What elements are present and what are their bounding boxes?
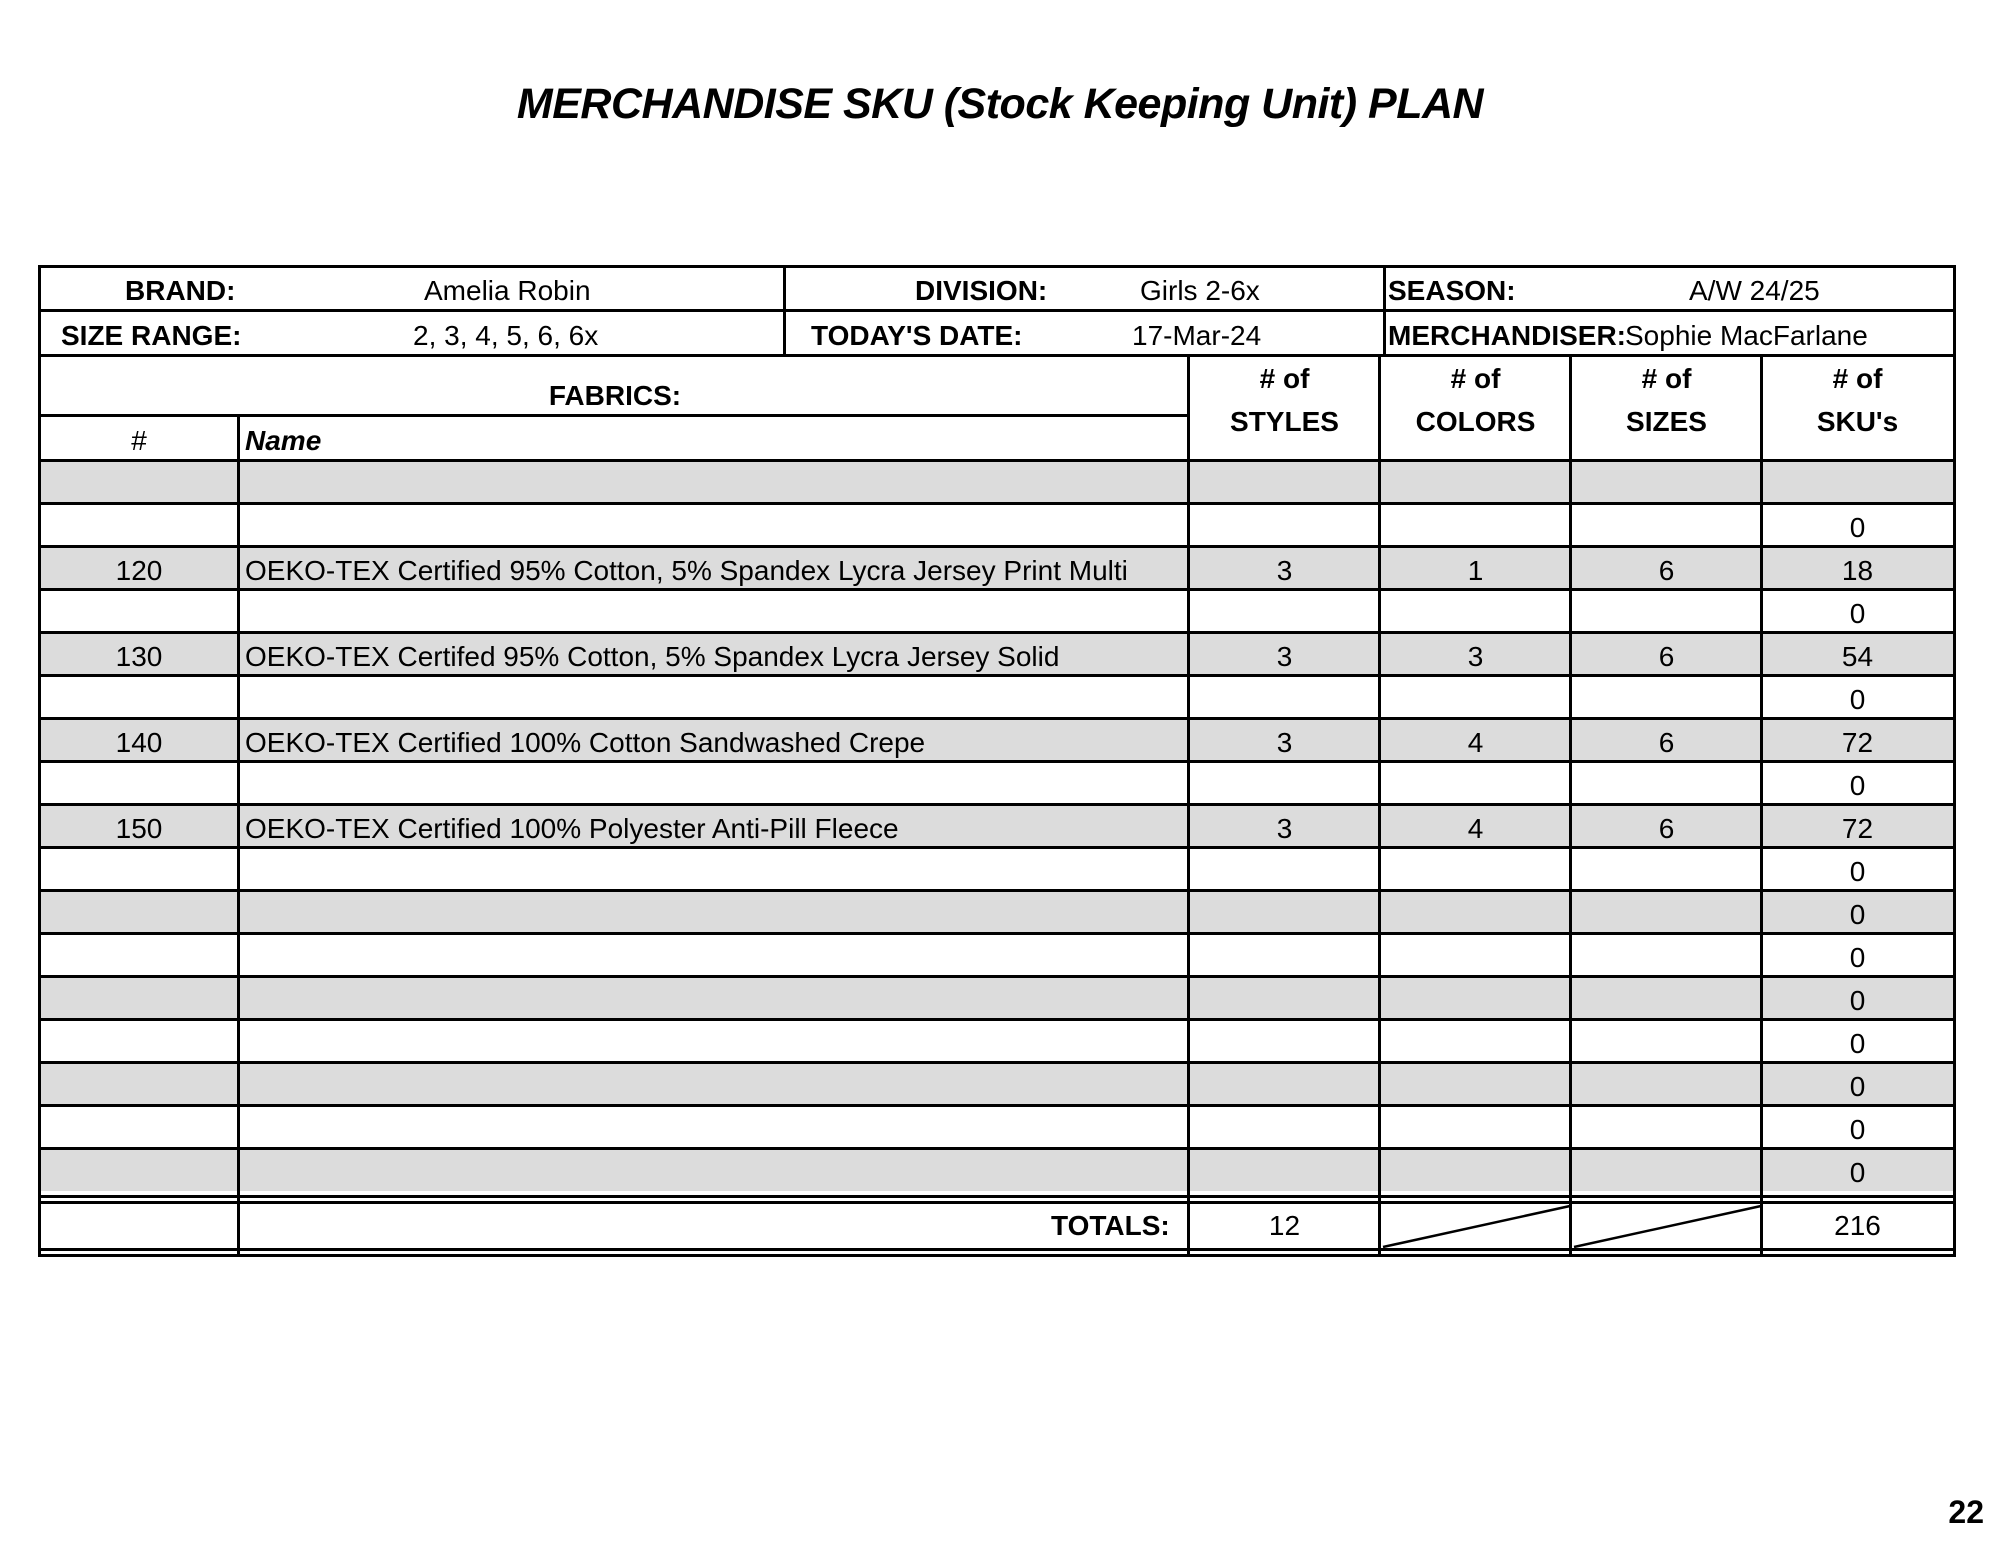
table-cell-sizes: 6 — [1658, 813, 1675, 844]
table-cell-skus: 0 — [1849, 1028, 1866, 1059]
page-number: 22 — [1948, 1494, 1984, 1530]
table-cell-colors: 4 — [1467, 813, 1484, 844]
table-cell-skus: 72 — [1841, 727, 1874, 758]
row-shading — [41, 1064, 1953, 1105]
merchandiser-value: Sophie MacFarlane — [1625, 320, 1868, 351]
colors-header-bottom: COLORS — [1415, 406, 1536, 437]
table-cell-name: OEKO-TEX Certified 95% Cotton, 5% Spandex Lycra Jersey Print Multi — [245, 555, 1128, 586]
sizes-total-slash — [1574, 1206, 1761, 1247]
table-cell-skus: 0 — [1849, 899, 1866, 930]
table-cell-colors: 3 — [1467, 641, 1484, 672]
table-cell-skus: 0 — [1849, 985, 1866, 1016]
table-cell-num: 130 — [115, 641, 163, 672]
column-divider-name — [1187, 356, 1190, 1254]
row-divider — [41, 1147, 1953, 1150]
row-divider — [41, 760, 1953, 763]
table-cell-skus: 0 — [1849, 942, 1866, 973]
name-column-header: Name — [245, 425, 322, 456]
todays-date-label: TODAY'S DATE: — [811, 320, 1023, 351]
size-range-label: SIZE RANGE: — [61, 320, 242, 351]
table-cell-skus: 72 — [1841, 813, 1874, 844]
brand-value: Amelia Robin — [424, 275, 591, 306]
styles-header-top: # of — [1259, 363, 1310, 394]
row-shading — [41, 462, 1953, 503]
row-divider — [41, 631, 1953, 634]
size-range-value: 2, 3, 4, 5, 6, 6x — [413, 320, 599, 351]
row-divider — [41, 803, 1953, 806]
row-divider — [41, 545, 1953, 548]
skus-header-top: # of — [1832, 363, 1883, 394]
table-cell-colors: 4 — [1467, 727, 1484, 758]
table-cell-colors: 1 — [1467, 555, 1484, 586]
table-cell-name: OEKO-TEX Certified 100% Cotton Sandwashed Crepe — [245, 727, 926, 758]
sizes-header-top: # of — [1641, 363, 1692, 394]
table-cell-skus: 18 — [1841, 555, 1874, 586]
fabrics-subheader-divider — [41, 414, 1189, 417]
styles-header-bottom: STYLES — [1230, 406, 1339, 437]
table-cell-styles: 3 — [1276, 727, 1293, 758]
table-cell-sizes: 6 — [1658, 727, 1675, 758]
row-shading — [41, 978, 1953, 1019]
document-title: MERCHANDISE SKU (Stock Keeping Unit) PLAN — [516, 80, 1484, 128]
colors-header-top: # of — [1450, 363, 1501, 394]
division-value: Girls 2-6x — [1140, 275, 1260, 306]
row-divider — [41, 846, 1953, 849]
table-cell-skus: 0 — [1849, 684, 1866, 715]
table-cell-name: OEKO-TEX Certified 100% Polyester Anti-Pill Fleece — [245, 813, 899, 844]
row-divider — [41, 889, 1953, 892]
table-cell-num: 150 — [115, 813, 163, 844]
sizes-header-bottom: SIZES — [1626, 406, 1707, 437]
row-divider — [41, 1018, 1953, 1021]
row-divider — [41, 588, 1953, 591]
column-divider-colors — [1569, 356, 1572, 1254]
row-divider — [41, 674, 1953, 677]
totals-label: TOTALS: — [1051, 1210, 1170, 1241]
header-divider-2 — [1383, 268, 1386, 356]
row-divider — [41, 932, 1953, 935]
table-cell-skus: 0 — [1849, 856, 1866, 887]
table-cell-name: OEKO-TEX Certifed 95% Cotton, 5% Spandex Lycra Jersey Solid — [245, 641, 1060, 672]
totals-skus: 216 — [1834, 1210, 1881, 1241]
header-row-divider — [41, 309, 1953, 312]
totals-top-border-1 — [41, 1195, 1953, 1198]
table-cell-styles: 3 — [1276, 555, 1293, 586]
column-divider-number — [237, 414, 240, 1254]
table-cell-sizes: 6 — [1658, 641, 1675, 672]
row-divider — [41, 1104, 1953, 1107]
sku-plan-table — [38, 265, 1956, 1257]
row-divider — [41, 717, 1953, 720]
todays-date-value: 17-Mar-24 — [1132, 320, 1262, 351]
number-column-header: # — [131, 425, 147, 456]
merchandiser-label: MERCHANDISER: — [1388, 320, 1626, 351]
column-divider-styles — [1378, 356, 1381, 1254]
header-divider-1 — [783, 268, 786, 356]
row-divider — [41, 502, 1953, 505]
table-cell-sizes: 6 — [1658, 555, 1675, 586]
colors-total-slash — [1383, 1206, 1570, 1247]
totals-bottom-border — [41, 1248, 1953, 1251]
table-cell-styles: 3 — [1276, 813, 1293, 844]
table-cell-skus: 0 — [1849, 512, 1866, 543]
table-cell-skus: 0 — [1849, 1114, 1866, 1145]
skus-header-bottom: SKU's — [1816, 406, 1899, 437]
row-shading — [41, 892, 1953, 933]
column-divider-sizes — [1760, 356, 1763, 1254]
table-cell-skus: 54 — [1841, 641, 1874, 672]
row-divider — [41, 975, 1953, 978]
header-bottom-border — [41, 354, 1953, 357]
totals-styles: 12 — [1268, 1210, 1301, 1241]
season-value: A/W 24/25 — [1689, 275, 1820, 306]
row-shading — [41, 1150, 1953, 1191]
brand-label: BRAND: — [125, 275, 236, 306]
table-cell-skus: 0 — [1849, 1157, 1866, 1188]
division-label: DIVISION: — [915, 275, 1048, 306]
row-divider — [41, 1061, 1953, 1064]
table-cell-styles: 3 — [1276, 641, 1293, 672]
table-cell-skus: 0 — [1849, 598, 1866, 629]
table-cell-skus: 0 — [1849, 1071, 1866, 1102]
table-cell-skus: 0 — [1849, 770, 1866, 801]
table-cell-num: 140 — [115, 727, 163, 758]
table-cell-num: 120 — [115, 555, 163, 586]
season-label: SEASON: — [1388, 275, 1516, 306]
fabrics-header: FABRICS: — [548, 380, 682, 411]
